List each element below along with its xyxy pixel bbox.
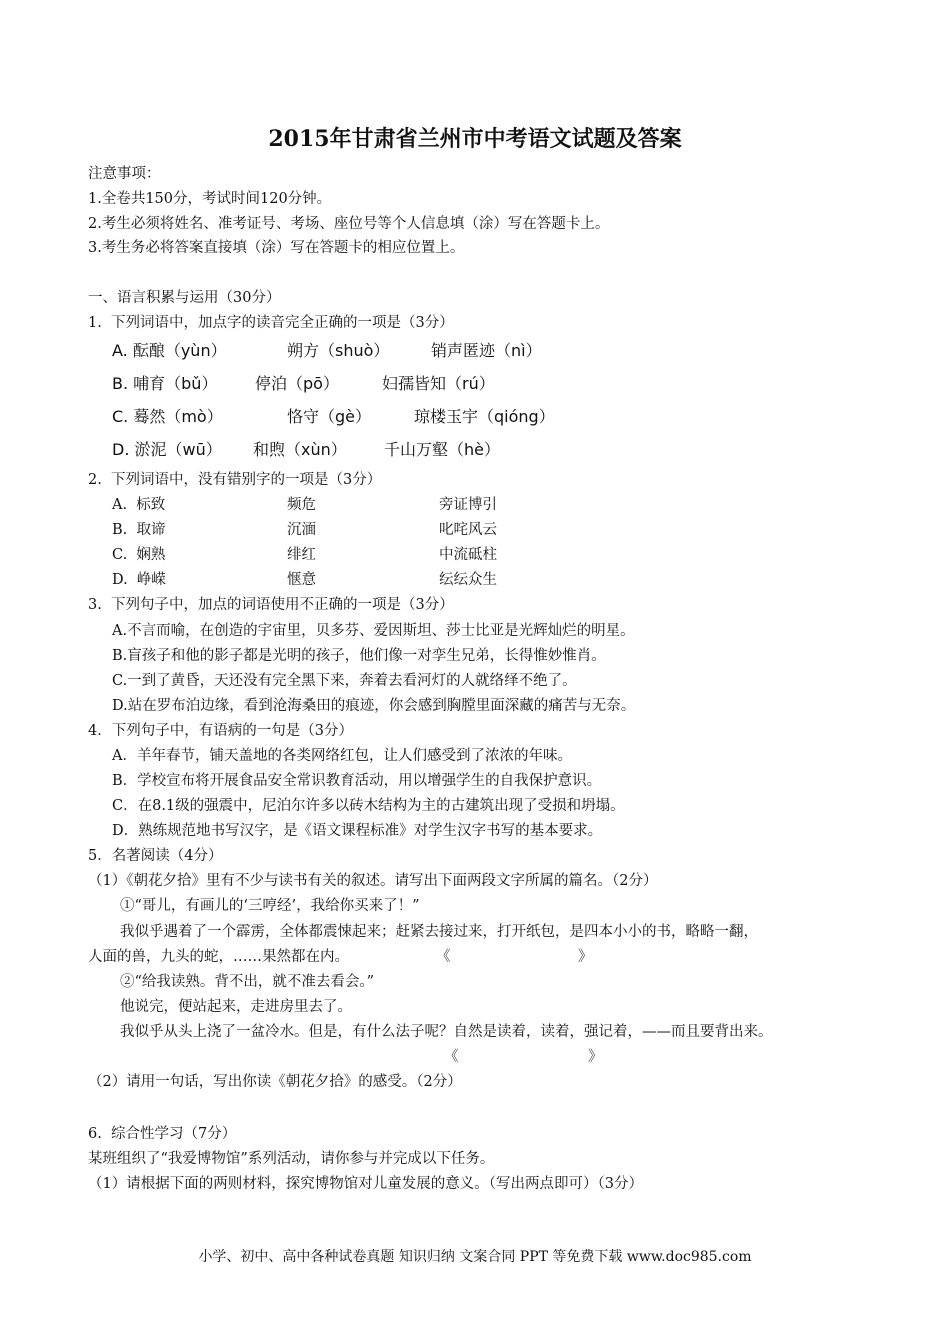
q1-option-b: B. 哺育（bǔ） xyxy=(112,374,218,393)
q2-option-a: A. 标致 xyxy=(112,497,166,513)
q5-quote-1: ①“哥儿，有画儿的‘三哼经’，我给你买来了！” xyxy=(120,898,420,914)
q1-option-c-word3: 琼楼玉宇（qióng） xyxy=(414,407,555,426)
q5-passage-2b: 我似乎从头上浇了一盆冷水。但是，有什么法子呢？自然是读着，读着，强记着，——而且要背出来。 xyxy=(120,1024,773,1040)
q1-option-a: A. 酝酿（yùn） xyxy=(112,341,227,360)
q1-option-c-word2: 恪守（gè） xyxy=(287,407,372,426)
question-stem: 4．下列句子中，有语病的一句是（3分） xyxy=(88,723,353,739)
q2-option-a-word3: 旁证博引 xyxy=(439,497,497,513)
answer-blank-close: 》 xyxy=(578,949,593,965)
q5-part2: （2）请用一句话，写出你读《朝花夕拾》的感受。（2分） xyxy=(88,1074,462,1090)
question-stem: 5．名著阅读（4分） xyxy=(88,848,223,864)
answer-blank-open: 《 xyxy=(436,949,451,965)
q1-option-a-word3: 销声匿迹（nì） xyxy=(431,341,542,360)
q5-passage-1b: 人面的兽，九头的蛇，……果然都在内。 xyxy=(88,949,349,965)
page-title: 2015年甘肃省兰州市中考语文试题及答案 xyxy=(268,126,682,152)
question-stem: 6. 综合性学习（7分） xyxy=(88,1126,237,1142)
q1-option-d-word2: 和煦（xùn） xyxy=(253,440,347,459)
q2-option-b: B. 取谛 xyxy=(112,522,166,538)
q3-option-d: D.站在罗布泊边缘，看到沧海桑田的痕迹，你会感到胸膛里面深藏的痛苦与无奈。 xyxy=(112,698,636,714)
question-stem: 2. 下列词语中，没有错别字的一项是（3分） xyxy=(88,472,382,488)
q3-option-b: B.盲孩子和他的影子都是光明的孩子，他们像一对孪生兄弟，长得惟妙惟肖。 xyxy=(112,648,606,664)
q5-passage-1a: 我似乎遇着了一个霹雳，全体都震悚起来；赶紧去接过来，打开纸包，是四本小小的书，略略一翻， xyxy=(120,924,758,940)
q2-option-c: C. 娴熟 xyxy=(112,547,166,563)
section-heading: 一、语言积累与运用（30分） xyxy=(88,290,281,306)
q6-intro: 某班组织了“我爱博物馆”系列活动，请你参与并完成以下任务。 xyxy=(88,1151,495,1167)
q1-option-d-word3: 千山万壑（hè） xyxy=(384,440,500,459)
footer-text: 小学、初中、高中各种试卷真题 知识归纳 文案合同 PPT 等免费下载 www.doc985.com xyxy=(198,1249,752,1265)
q3-option-c: C.一到了黄昏，天还没有完全黑下来，奔着去看河灯的人就络绎不绝了。 xyxy=(112,673,577,689)
q5-quote-2: ②“给我读熟。背不出，就不准去看会。” xyxy=(120,974,375,990)
q2-option-d-word3: 纭纭众生 xyxy=(439,572,497,588)
q1-option-d: D. 淤泥（wū） xyxy=(112,440,222,459)
question-stem: 1. 下列词语中，加点字的读音完全正确的一项是（3分） xyxy=(88,315,454,331)
q2-option-c-word2: 绯红 xyxy=(287,547,316,563)
answer-blank-open: 《 xyxy=(444,1049,459,1065)
q1-option-a-word2: 朔方（shuò） xyxy=(287,341,390,360)
q2-option-b-word2: 沉湎 xyxy=(287,522,316,538)
notice-item: 1.全卷共150分，考试时间120分钟。 xyxy=(88,191,332,207)
notice-heading: 注意事项： xyxy=(88,166,161,182)
q4-option-c: C．在8.1级的强震中，尼泊尔许多以砖木结构为主的古建筑出现了受损和坍塌。 xyxy=(112,798,625,814)
q3-option-a: A.不言而喻，在创造的宇宙里，贝多芬、爱因斯坦、莎士比亚是光辉灿烂的明星。 xyxy=(112,623,635,639)
q1-option-b-word3: 妇孺皆知（rú） xyxy=(382,374,495,393)
q5-passage-2a: 他说完，便站起来，走进房里去了。 xyxy=(120,999,352,1015)
question-stem: 3. 下列句子中，加点的词语使用不正确的一项是（3分） xyxy=(88,597,454,613)
notice-item: 2.考生必须将姓名、准考证号、考场、座位号等个人信息填（涂）写在答题卡上。 xyxy=(88,216,610,232)
q2-option-d: D. 峥嵘 xyxy=(112,572,166,588)
q2-option-b-word3: 叱咤风云 xyxy=(439,522,497,538)
q4-option-d: D．熟练规范地书写汉字，是《语文课程标准》对学生汉字书写的基本要求。 xyxy=(112,823,603,839)
q6-part1: （1）请根据下面的两则材料，探究博物馆对儿童发展的意义。（写出两点即可）（3分） xyxy=(88,1176,643,1192)
q1-option-c: C. 蓦然（mò） xyxy=(112,407,223,426)
q2-option-a-word2: 频危 xyxy=(287,497,316,513)
q4-option-a: A．羊年春节，铺天盖地的各类网络红包，让人们感受到了浓浓的年味。 xyxy=(112,748,572,764)
q4-option-b: B．学校宣布将开展食品安全常识教育活动，用以增强学生的自我保护意识。 xyxy=(112,773,602,789)
answer-blank-close: 》 xyxy=(588,1049,603,1065)
q5-part1: （1）《朝花夕拾》里有不少与读书有关的叙述。请写出下面两段文字所属的篇名。（2分） xyxy=(88,873,658,889)
q1-option-b-word2: 停泊（pō） xyxy=(255,374,339,393)
q2-option-c-word3: 中流砥柱 xyxy=(439,547,497,563)
q2-option-d-word2: 惬意 xyxy=(287,572,316,588)
notice-item: 3.考生务必将答案直接填（涂）写在答题卡的相应位置上。 xyxy=(88,240,465,256)
